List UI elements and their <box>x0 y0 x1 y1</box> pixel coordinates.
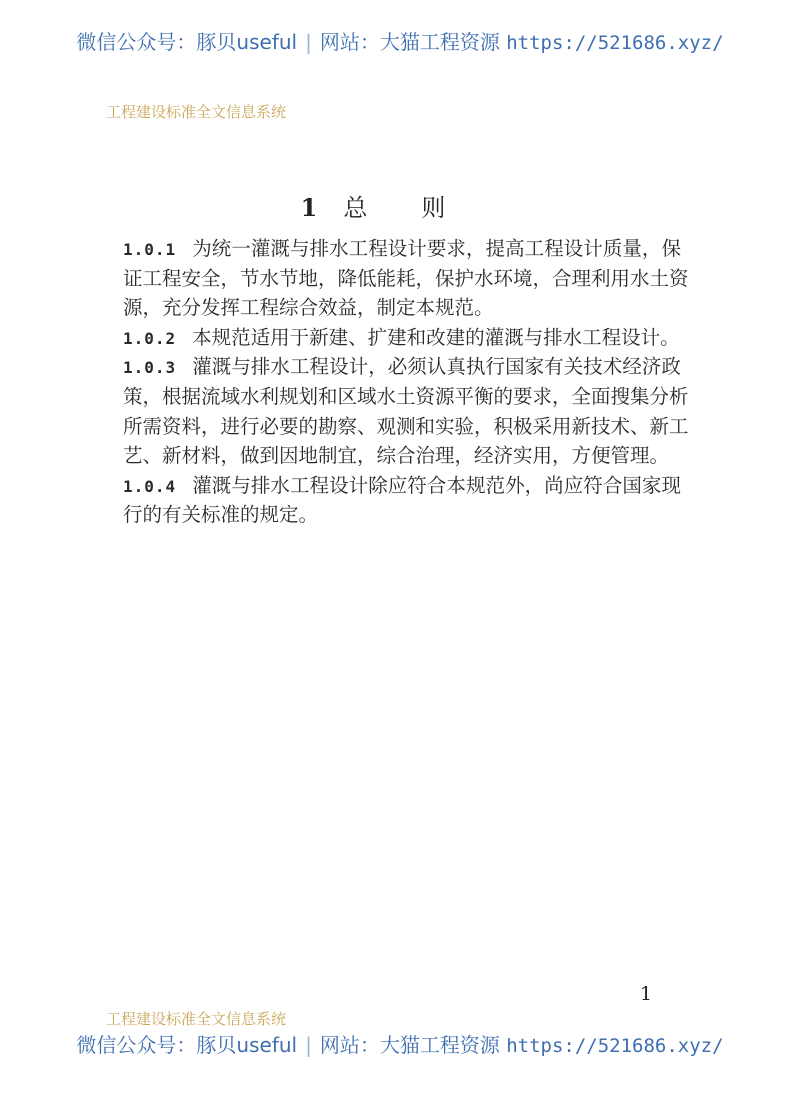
watermark-separator: | <box>305 1033 312 1057</box>
clause-line <box>123 264 689 294</box>
watermark-site-label: 网站：大猫工程资源 <box>319 30 500 54</box>
clause-line <box>123 293 681 323</box>
clause-line <box>123 471 681 501</box>
clause-text: 灌溉与排水工程设计除应符合本规范外，尚应符合国家现 <box>192 473 681 497</box>
clause-text: 行的有关标准的规定。 <box>123 503 319 527</box>
clause-line <box>123 382 689 412</box>
clause-number: 1.0.3 <box>123 358 177 378</box>
clause-text: 源，充分发挥工程综合效益，制定本规范。 <box>123 296 494 320</box>
system-name-header: 工程建设标准全文信息系统 <box>106 103 287 121</box>
clause-line <box>123 441 681 471</box>
watermark-footer <box>0 1029 800 1058</box>
clause-number: 1.0.4 <box>123 476 177 496</box>
clause-text: 策，根据流域水利规划和区域水土资源平衡的要求，全面搜集分析 <box>123 384 689 408</box>
clause-text: 证工程安全，节水节地，降低能耗，保护水环境，合理利用水土资 <box>123 266 689 290</box>
clause-number: 1.0.1 <box>123 240 177 259</box>
clause-text: 本规范适用于新建、扩建和改建的灌溉与排水工程设计。 <box>192 325 680 349</box>
watermark-url[interactable]: https://521686.xyz/ <box>506 32 724 54</box>
clause-line <box>123 500 681 530</box>
chapter-heading: 总则 <box>343 194 500 222</box>
system-name-footer: 工程建设标准全文信息系统 <box>106 1010 287 1028</box>
watermark-separator: | <box>305 30 312 54</box>
watermark-site-label: 网站：大猫工程资源 <box>319 1033 500 1057</box>
chapter-number: 1 <box>300 193 318 222</box>
page-number: 1 <box>640 983 653 1005</box>
watermark-account: 微信公众号：豚贝useful <box>76 1033 298 1057</box>
watermark-header <box>0 26 800 55</box>
clause-text: 所需资料，进行必要的勘察、观测和实验，积极采用新技术、新工 <box>123 414 689 438</box>
clause-text: 灌溉与排水工程设计，必须认真执行国家有关技术经济政 <box>192 355 681 379</box>
clause-line <box>123 352 681 382</box>
clause-line <box>123 412 689 442</box>
clause-text: 艺、新材料，做到因地制宜，综合治理，经济实用，方便管理。 <box>123 444 670 468</box>
chapter-title <box>0 188 800 223</box>
clause-number: 1.0.2 <box>123 328 177 348</box>
clause-line <box>123 323 681 353</box>
document-body <box>123 234 689 530</box>
clause-text: 为统一灌溉与排水工程设计要求，提高工程设计质量，保 <box>192 237 681 260</box>
clause-line <box>123 234 681 264</box>
watermark-account: 微信公众号：豚贝useful <box>76 30 298 54</box>
watermark-url[interactable]: https://521686.xyz/ <box>506 1035 724 1057</box>
